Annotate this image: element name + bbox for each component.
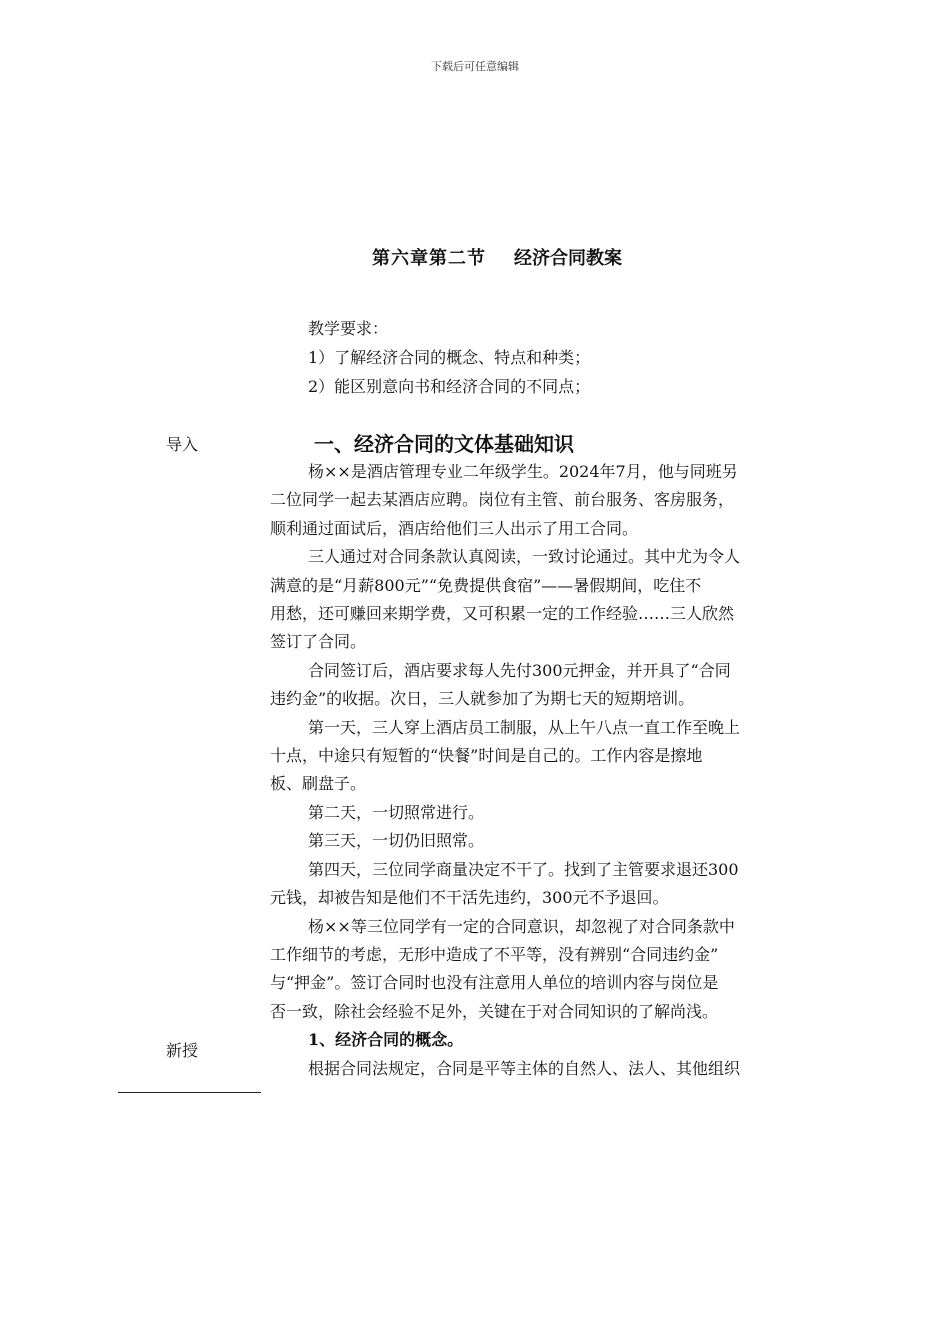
section-heading: 一、经济合同的文体基础知识 [314, 432, 574, 456]
body-line: 杨××等三位同学有一定的合同意识，却忽视了对合同条款中 [308, 916, 735, 936]
body-line: 第三天，一切仍旧照常。 [308, 831, 485, 851]
body-line: 顺利通过面试后，酒店给他们三人出示了用工合同。 [270, 518, 639, 538]
body-line: 元钱，却被告知是他们不干活先违约，300元不予退回。 [270, 888, 669, 908]
body-line: 第四天，三位同学商量决定不干了。找到了主管要求退还300 [308, 859, 739, 879]
body-line: 三人通过对合同条款认真阅读，一致讨论通过。其中尤为令人 [308, 547, 741, 567]
document-title [372, 244, 622, 270]
body-line: 满意的是“月薪800元”“免费提供食宿”——暑假期间，吃住不 [270, 575, 702, 595]
body-line: 违约金”的收据。次日，三人就参加了为期七天的短期培训。 [270, 689, 695, 709]
body-line: 第二天，一切照常进行。 [308, 802, 485, 822]
footnote-divider [118, 1092, 261, 1093]
subsection-heading: 1、经济合同的概念。 [308, 1030, 464, 1050]
body-line: 用愁，还可赚回来期学费，又可积累一定的工作经验……三人欣然 [270, 604, 735, 624]
side-label-intro: 导入 [166, 435, 199, 454]
body-line: 否一致，除社会经验不足外，关键在于对合同知识的了解尚浅。 [270, 1001, 719, 1021]
body-text [270, 458, 840, 1083]
body-line: 杨××是酒店管理专业二年级学生。2024年7月，他与同班另 [308, 462, 738, 481]
body-line: 根据合同法规定，合同是平等主体的自然人、法人、其他组织 [308, 1058, 741, 1078]
body-line: 板、刷盘子。 [270, 774, 367, 794]
body-line: 十点，中途只有短暂的“快餐”时间是自己的。工作内容是擦地 [270, 746, 703, 766]
body-line: 与“押金”。签订合同时也没有注意用人单位的培训内容与岗位是 [270, 973, 719, 993]
header-note: 下载后可任意编辑 [431, 60, 519, 73]
requirements-heading: 教学要求： [308, 319, 389, 338]
side-label-new-lesson: 新授 [166, 1041, 199, 1060]
requirement-item-2: 2）能区别意向书和经济合同的不同点； [308, 377, 591, 396]
title-chapter: 第六章第二节 [372, 248, 486, 269]
title-subject: 经济合同教案 [514, 248, 622, 269]
body-line: 二位同学一起去某酒店应聘。岗位有主管、前台服务、客房服务， [270, 490, 735, 510]
body-line: 合同签订后，酒店要求每人先付300元押金，并开具了“合同 [308, 660, 731, 680]
body-line: 第一天，三人穿上酒店员工制服，从上午八点一直工作至晚上 [308, 717, 741, 737]
body-line: 工作细节的考虑，无形中造成了不平等，没有辨别“合同违约金” [270, 944, 719, 964]
body-line: 签订了合同。 [270, 632, 367, 652]
requirement-item-1: 1）了解经济合同的概念、特点和种类； [308, 348, 591, 367]
